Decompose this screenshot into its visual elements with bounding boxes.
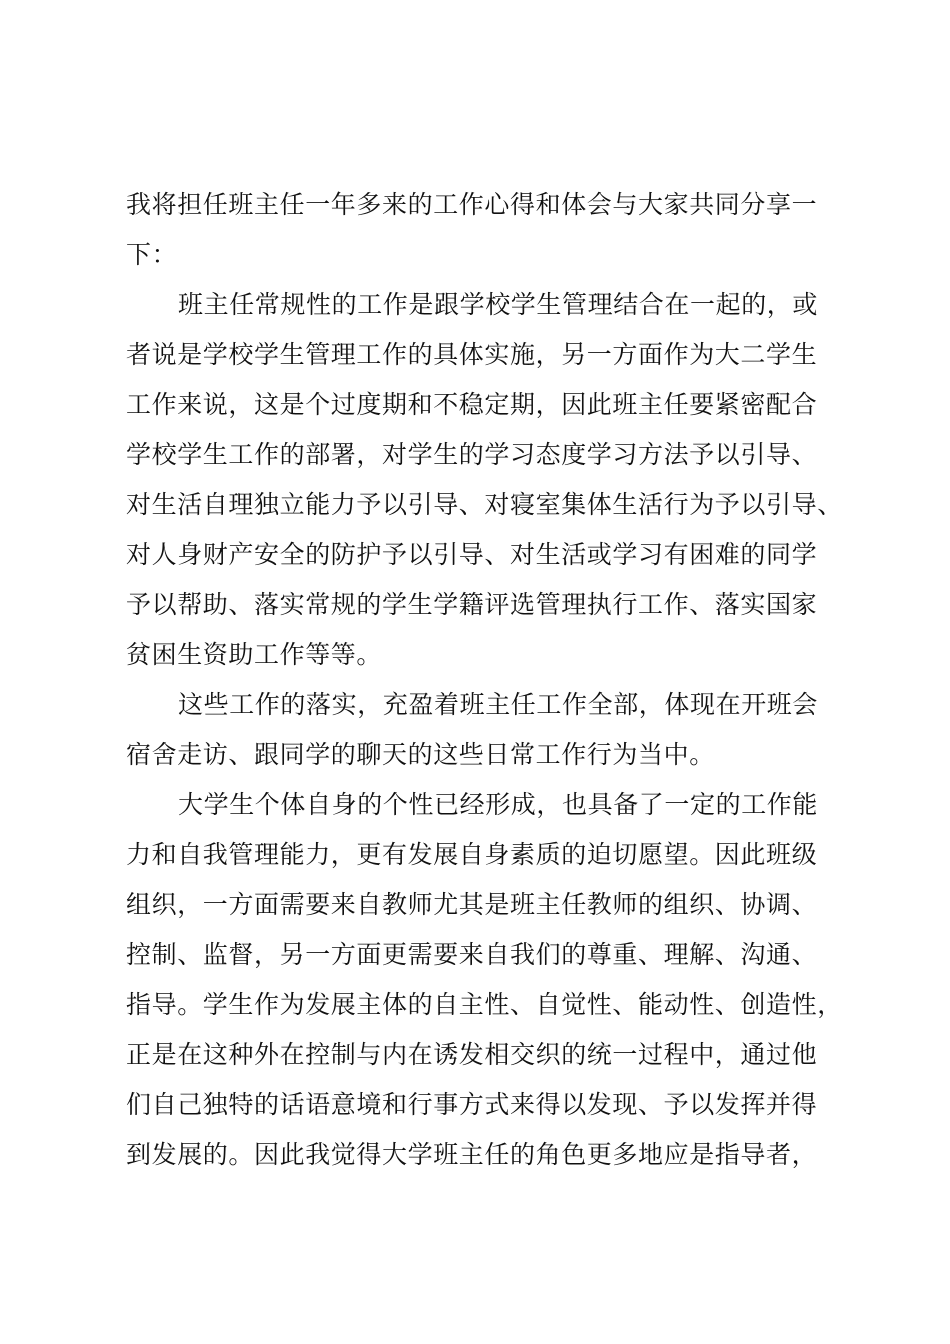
text-line: 对人身财产安全的防护予以引导、对生活或学习有困难的同学 <box>126 540 818 569</box>
text-line: 宿舍走访、跟同学的聊天的这些日常工作行为当中。 <box>126 740 715 769</box>
text-line: 班主任常规性的工作是跟学校学生管理结合在一起的，或 <box>178 290 819 319</box>
paragraph <box>126 780 856 1180</box>
text-line: 学校学生工作的部署，对学生的学习态度学习方法予以引导、 <box>126 440 818 469</box>
text-line: 予以帮助、落实常规的学生学籍评选管理执行工作、落实国家 <box>126 590 818 619</box>
text-line: 控制、监督，另一方面更需要来自我们的尊重、理解、沟通、 <box>126 940 818 969</box>
text-line: 力和自我管理能力，更有发展自身素质的迫切愿望。因此班级 <box>126 840 818 869</box>
text-line: 指导。学生作为发展主体的自主性、自觉性、能动性、创造性， <box>126 990 843 1019</box>
document-body <box>126 180 856 1180</box>
paragraph <box>126 280 856 680</box>
text-line: 贫困生资助工作等等。 <box>126 640 383 669</box>
text-line: 们自己独特的话语意境和行事方式来得以发现、予以发挥并得 <box>126 1090 818 1119</box>
text-line: 大学生个体自身的个性已经形成，也具备了一定的工作能 <box>178 790 819 819</box>
text-line: 组织，一方面需要来自教师尤其是班主任教师的组织、协调、 <box>126 890 818 919</box>
text-line: 者说是学校学生管理工作的具体实施，另一方面作为大二学生 <box>126 340 818 369</box>
text-line: 我将担任班主任一年多来的工作心得和体会与大家共同分享一 <box>126 190 818 219</box>
text-line: 下： <box>126 240 178 269</box>
text-line: 到发展的。因此我觉得大学班主任的角色更多地应是指导者， <box>126 1140 818 1169</box>
paragraph <box>126 180 856 280</box>
text-line: 正是在这种外在控制与内在诱发相交织的统一过程中，通过他 <box>126 1040 818 1069</box>
text-line: 这些工作的落实，充盈着班主任工作全部，体现在开班会 <box>178 690 819 719</box>
paragraph <box>126 680 856 780</box>
text-line: 对生活自理独立能力予以引导、对寝室集体生活行为予以引导、 <box>126 490 843 519</box>
text-line: 工作来说，这是个过度期和不稳定期，因此班主任要紧密配合 <box>126 390 818 419</box>
